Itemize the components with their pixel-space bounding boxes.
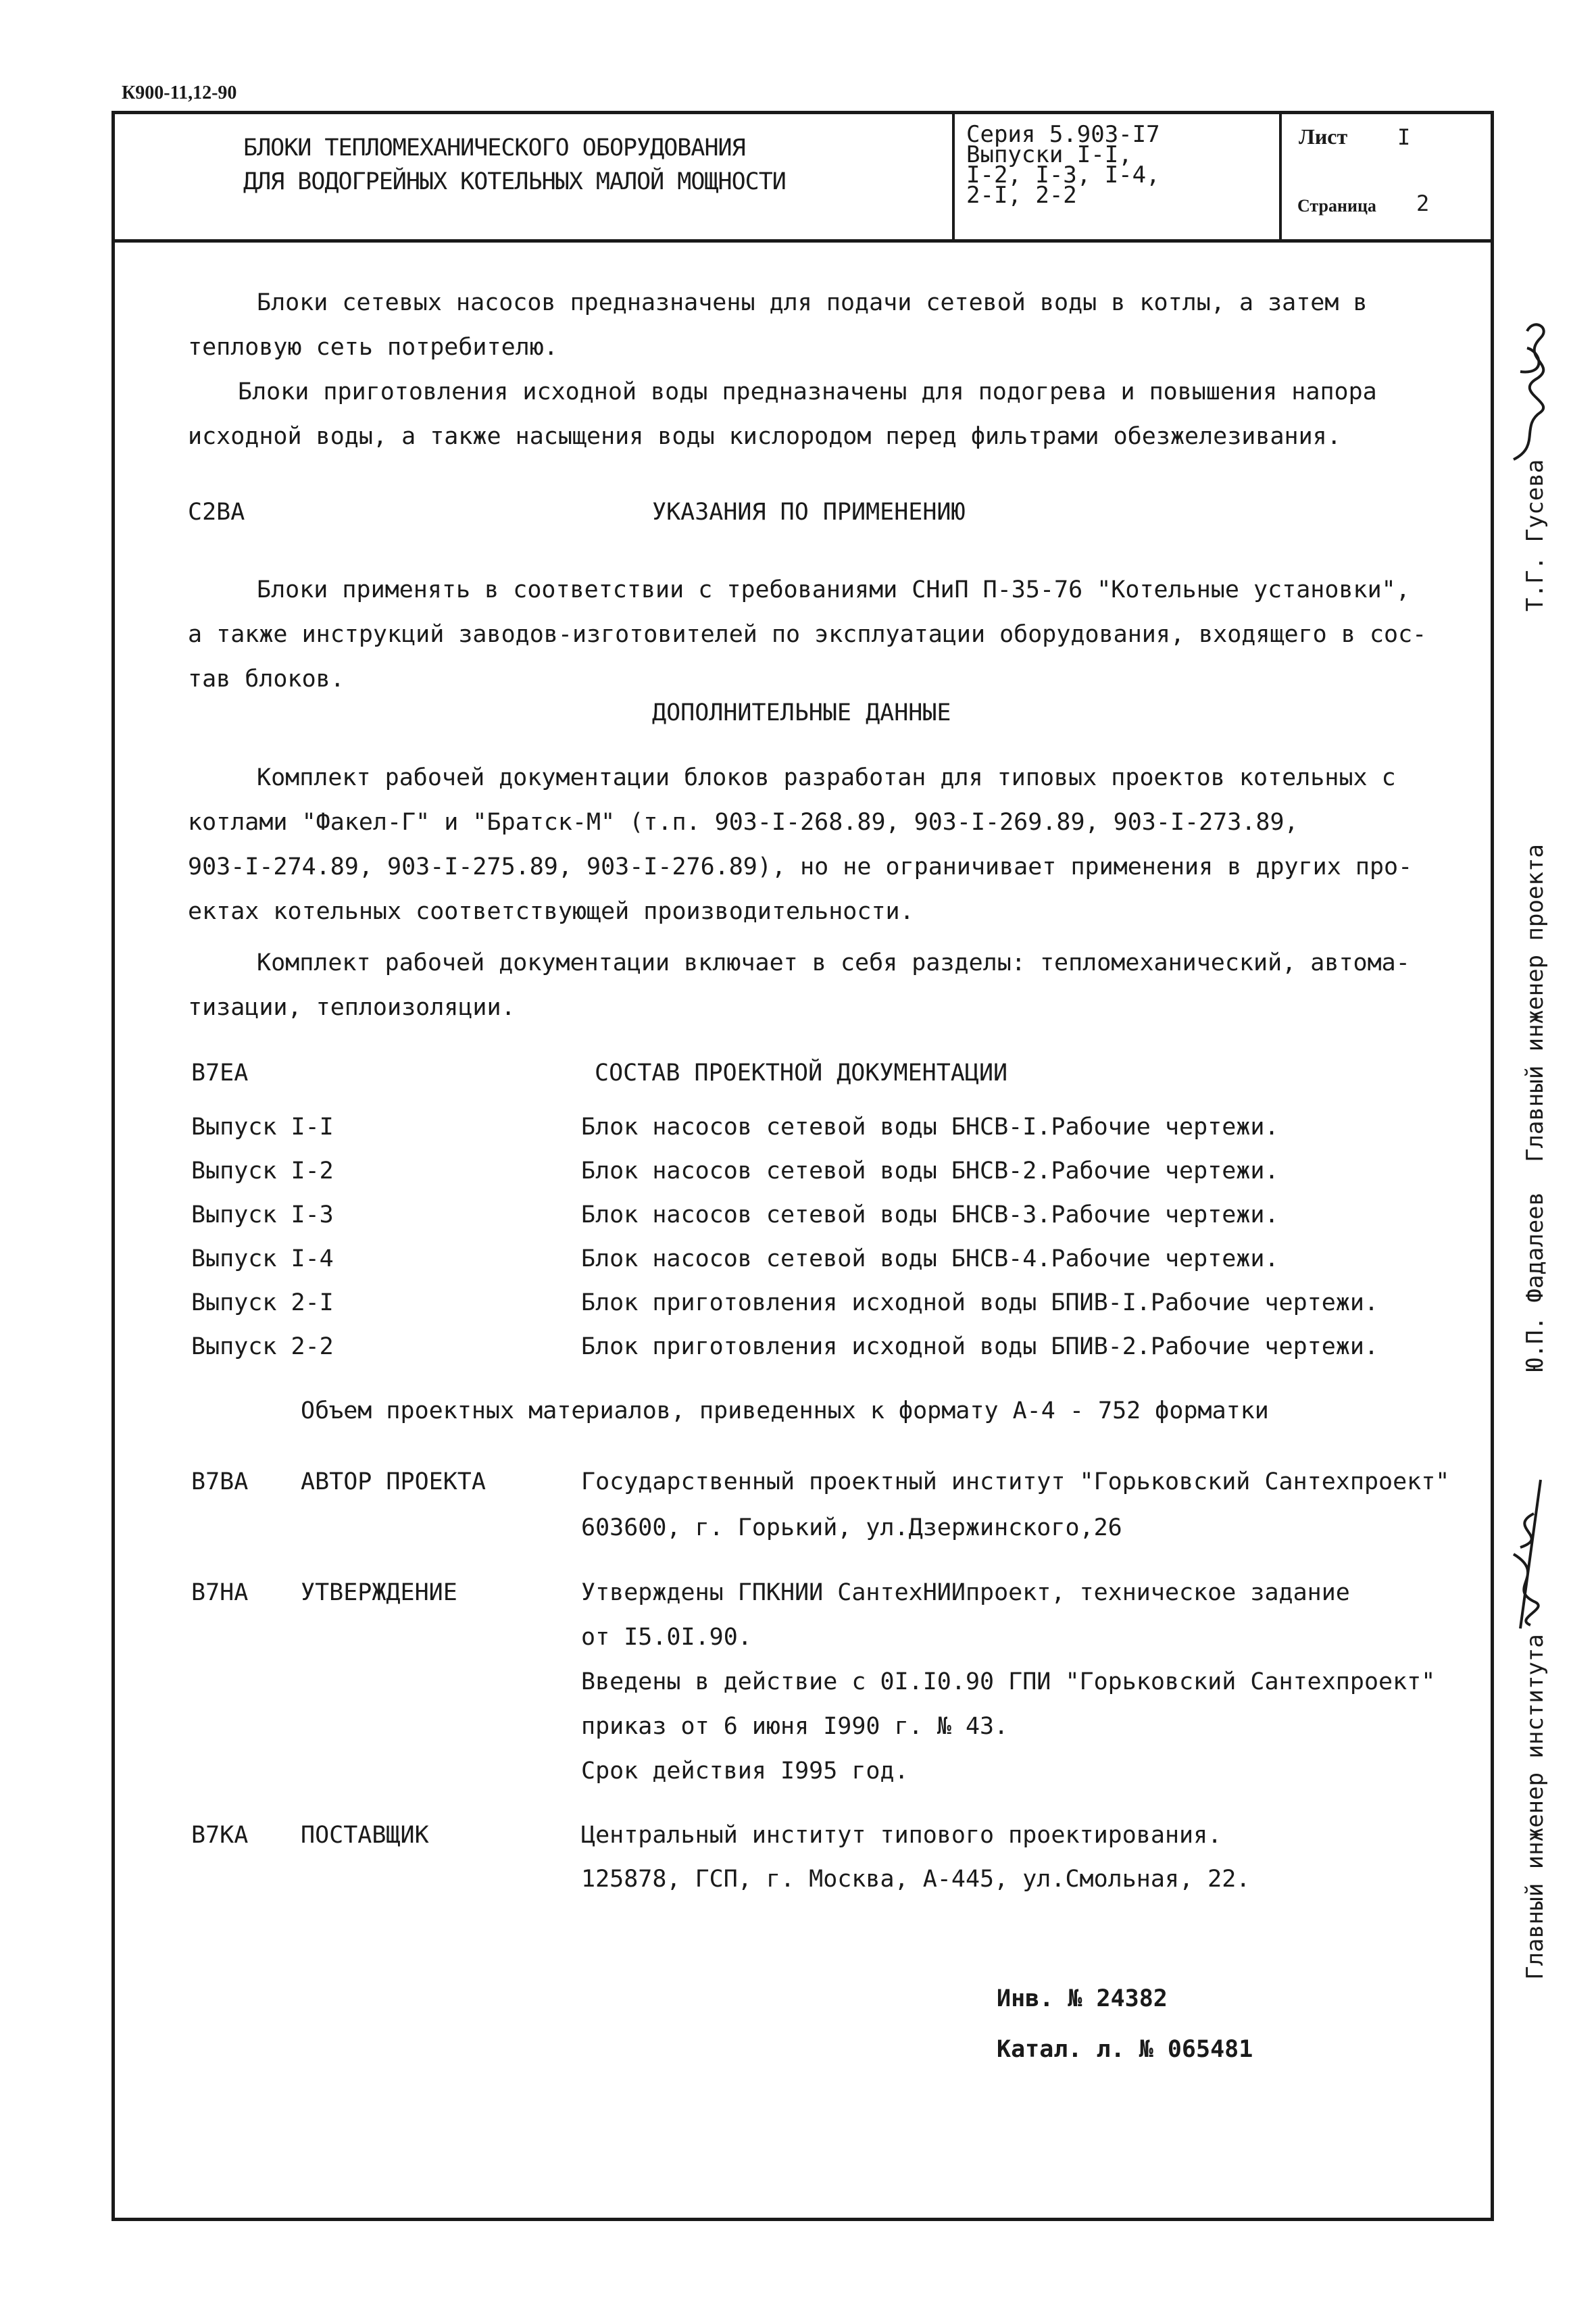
- approval-line1: Утверждены ГПКНИИ СантехНИИпроект, техническое задание: [581, 1579, 1350, 1606]
- side-person2: Ю.П. Фадалеев: [1522, 1191, 1549, 1372]
- side-role2: Главный инженер проекта: [1522, 844, 1549, 1162]
- header-title: [243, 131, 786, 199]
- sheet-value: I: [1397, 124, 1411, 150]
- additional-line2: котлами "Факел-Г" и "Братск-М" (т.п. 903-I-268.89, 903-I-269.89, 903-I-273.89,: [188, 809, 1299, 836]
- supplier-code: В7КА: [191, 1822, 249, 1849]
- additional-line4: ектах котельных соответствующей производительности.: [188, 898, 914, 925]
- usage-line3: тав блоков.: [188, 666, 345, 693]
- intro-p1-line2: тепловую сеть потребителю.: [188, 334, 558, 361]
- additional-line3: 903-I-274.89, 903-I-275.89, 903-I-276.89), но не ограничивает применения в других про-: [188, 853, 1413, 880]
- page-value: 2: [1416, 191, 1430, 216]
- approval-line5: Срок действия I995 год.: [581, 1758, 909, 1785]
- intro-p1-line1: Блоки сетевых насосов предназначены для подачи сетевой воды в котлы, а затем в: [257, 289, 1368, 316]
- header-col-divider-1: [952, 111, 955, 241]
- issue-2-desc: Блок насосов сетевой воды БНСВ-2.Рабочие чертежи.: [581, 1158, 1279, 1185]
- issue-5-label: Выпуск 2-I: [191, 1289, 334, 1316]
- author-code: В7ВА: [191, 1468, 249, 1495]
- series-line4: 2-I, 2-2: [966, 182, 1077, 209]
- intro-p2-line2: исходной воды, а также насыщения воды кислородом перед фильтрами обезжелезивания.: [188, 423, 1341, 450]
- header-divider: [111, 239, 1494, 243]
- issue-3-desc: Блок насосов сетевой воды БНСВ-3.Рабочие чертежи.: [581, 1201, 1279, 1228]
- issue-4-desc: Блок насосов сетевой воды БНСВ-4.Рабочие чертежи.: [581, 1245, 1279, 1272]
- sheet-label: Лист: [1299, 124, 1348, 149]
- additional-line6: тизации, теплоизоляции.: [188, 994, 516, 1021]
- issue-1-label: Выпуск I-I: [191, 1114, 334, 1141]
- issue-1-desc: Блок насосов сетевой воды БНСВ-I.Рабочие чертежи.: [581, 1114, 1279, 1141]
- issue-4-label: Выпуск I-4: [191, 1245, 334, 1272]
- usage-line2: а также инструкций заводов-изготовителей по эксплуатации оборудования, входящего в сос-: [188, 621, 1427, 648]
- intro-p2-line1: Блоки приготовления исходной воды предназначены для подогрева и повышения напора: [238, 378, 1377, 405]
- usage-line1: Блоки применять в соответствии с требованиями СНиП П-35-76 "Котельные установки",: [257, 576, 1410, 603]
- header-title-line1: БЛОКИ ТЕПЛОМЕХАНИЧЕСКОГО ОБОРУДОВАНИЯ: [243, 134, 745, 161]
- usage-code: С2ВА: [188, 499, 245, 526]
- supplier-label: ПОСТАВЩИК: [301, 1822, 429, 1849]
- header-title-line2: ДЛЯ ВОДОГРЕЙНЫХ КОТЕЛЬНЫХ МАЛОЙ МОЩНОСТИ: [243, 168, 786, 195]
- catalog-number: Катал. л. № 065481: [997, 2036, 1253, 2063]
- series-line3: I-2, I-3, I-4,: [966, 161, 1160, 189]
- additional-heading: ДОПОЛНИТЕЛЬНЫЕ ДАННЫЕ: [652, 699, 951, 726]
- header-series: [966, 121, 1160, 209]
- signature-2-icon: [1493, 1473, 1561, 1638]
- series-line2: Выпуски I-I,: [966, 141, 1132, 168]
- series-line1: Серия 5.903-I7: [966, 121, 1160, 148]
- author-line2: 603600, г. Горький, ул.Дзержинского,26: [581, 1514, 1122, 1541]
- signature-1-icon: [1500, 311, 1561, 469]
- additional-line1: Комплект рабочей документации блоков разработан для типовых проектов котельных с: [257, 764, 1396, 791]
- side-person1: Т.Г. Гусева: [1522, 459, 1549, 612]
- author-label: АВТОР ПРОЕКТА: [301, 1468, 486, 1495]
- page-label: Страница: [1297, 196, 1376, 216]
- supplier-line2: 125878, ГСП, г. Москва, А-445, ул.Смольная, 22.: [581, 1866, 1251, 1893]
- approval-line4: приказ от 6 июня I990 г. № 43.: [581, 1713, 1009, 1740]
- approval-code: В7НА: [191, 1579, 249, 1606]
- approval-line2: от I5.0I.90.: [581, 1624, 752, 1651]
- issue-6-label: Выпуск 2-2: [191, 1333, 334, 1360]
- supplier-line1: Центральный институт типового проектирования.: [581, 1822, 1222, 1849]
- header-col-divider-2: [1279, 111, 1282, 241]
- side-role3: Главный инженер института: [1522, 1634, 1549, 1980]
- issue-6-desc: Блок приготовления исходной воды БПИВ-2.Рабочие чертежи.: [581, 1333, 1379, 1360]
- composition-heading: СОСТАВ ПРОЕКТНОЙ ДОКУМЕНТАЦИИ: [595, 1060, 1008, 1087]
- issue-2-label: Выпуск I-2: [191, 1158, 334, 1185]
- issue-5-desc: Блок приготовления исходной воды БПИВ-I.Рабочие чертежи.: [581, 1289, 1379, 1316]
- volume-note: Объем проектных материалов, приведенных к формату А-4 - 752 форматки: [301, 1397, 1269, 1424]
- usage-heading: УКАЗАНИЯ ПО ПРИМЕНЕНИЮ: [652, 499, 966, 526]
- inventory-number: Инв. № 24382: [997, 1985, 1168, 2012]
- approval-line3: Введены в действие с 0I.I0.90 ГПИ "Горьковский Сантехпроект": [581, 1668, 1436, 1695]
- author-line1: Государственный проектный институт "Горьковский Сантехпроект": [581, 1468, 1450, 1495]
- composition-code: В7ЕА: [191, 1060, 249, 1087]
- additional-line5: Комплект рабочей документации включает в себя разделы: тепломеханический, автома-: [257, 949, 1410, 976]
- issue-3-label: Выпуск I-3: [191, 1201, 334, 1228]
- document-code: К900-11,12-90: [122, 82, 237, 103]
- approval-label: УТВЕРЖДЕНИЕ: [301, 1579, 457, 1606]
